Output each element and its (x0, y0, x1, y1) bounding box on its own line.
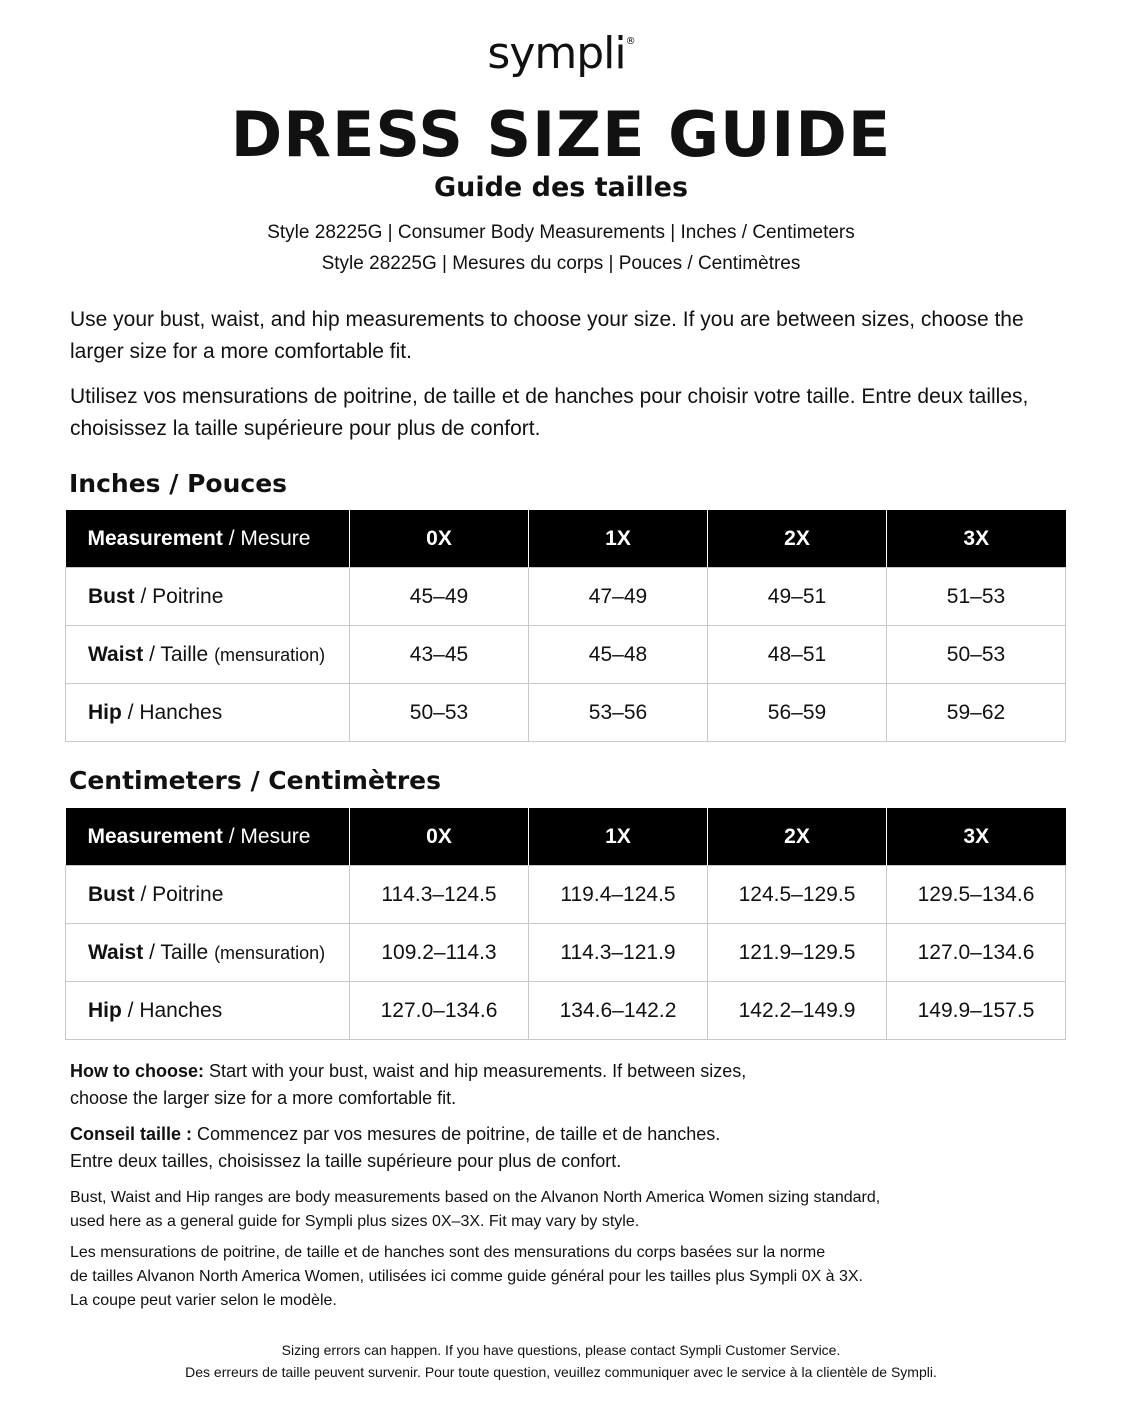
meta-line-en: Style 28225G | Consumer Body Measurements | Inches / Centimeters (267, 222, 855, 243)
table-cell: 134.6–142.2 (529, 982, 708, 1040)
table-cell: 114.3–121.9 (529, 924, 708, 982)
conseil-taille-label: Conseil taille : (70, 1124, 193, 1144)
table-cell: 127.0–134.6 (350, 982, 529, 1040)
fine-print-en (70, 1186, 1070, 1234)
table-row (66, 568, 1066, 626)
how-to-choose-note (70, 1058, 1070, 1112)
table-cell: 56–59 (708, 684, 887, 742)
fine-print-line: used here as a general guide for Sympli plus sizes 0X–3X. Fit may vary by style. (70, 1213, 640, 1230)
row-label-light: / Hanches (121, 998, 223, 1022)
fine-print-fr (70, 1241, 1070, 1313)
column-header-size: 3X (887, 510, 1066, 568)
table-cell: 50–53 (887, 626, 1066, 684)
column-header-size: 2X (708, 808, 887, 866)
footer-en: Sizing errors can happen. If you have questions, please contact Sympli Customer Service. (281, 1342, 841, 1358)
table-cell: 50–53 (350, 684, 529, 742)
conseil-taille-note (70, 1121, 1070, 1175)
row-label-bold: Hip (88, 998, 122, 1022)
fine-print-line: Les mensurations de poitrine, de taille et de hanches sont des mensurations du corps basées sur la norme (70, 1244, 826, 1261)
centimeters-size-table (65, 808, 1066, 1040)
table-row (66, 866, 1066, 924)
column-header-size: 2X (708, 510, 887, 568)
table-cell: 45–48 (529, 626, 708, 684)
table-cell: 49–51 (708, 568, 887, 626)
column-header-size: 3X (887, 808, 1066, 866)
conseil-taille-text: Entre deux tailles, choisissez la taille supérieure pour plus de confort. (70, 1151, 622, 1171)
brand-name: sympli (487, 28, 626, 79)
centimeters-heading: Centimeters / Centimètres (69, 766, 442, 795)
column-header-size: 1X (529, 808, 708, 866)
inches-size-table (65, 510, 1066, 742)
row-label-bold: Bust (88, 584, 135, 608)
measurement-label: Measurement (87, 824, 223, 848)
how-to-choose-text: Start with your bust, waist and hip measurements. If between sizes, (204, 1061, 747, 1081)
table-cell: 119.4–124.5 (529, 866, 708, 924)
fine-print-line: Bust, Waist and Hip ranges are body measurements based on the Alvanon North America Women sizing standard, (70, 1189, 881, 1206)
row-label-extra: (mensuration) (214, 942, 326, 963)
page-subtitle: Guide des tailles (433, 172, 689, 203)
column-header-measurement (66, 808, 350, 866)
conseil-taille-text: Commencez par vos mesures de poitrine, de taille et de hanches. (192, 1124, 721, 1144)
row-label-bold: Waist (88, 642, 144, 666)
intro-fr: Utilisez vos mensurations de poitrine, de taille et de hanches pour choisir votre taille. Entre deux tailles, choisissez la taille supérieure pour plus de confort. (70, 385, 1029, 440)
table-cell: 59–62 (887, 684, 1066, 742)
brand-logo (0, 28, 1122, 79)
mesure-label: / Mesure (222, 824, 311, 848)
inches-heading: Inches / Pouces (69, 469, 288, 498)
footer-fr: Des erreurs de taille peuvent survenir. Pour toute question, veuillez communiquer avec le service à la clientèle de Sympli. (185, 1364, 937, 1380)
column-header-size: 0X (350, 808, 529, 866)
row-label-extra: (mensuration) (214, 644, 326, 665)
row-label-bold: Waist (88, 940, 144, 964)
column-header-size: 1X (529, 510, 708, 568)
row-label-light: / Hanches (121, 700, 223, 724)
table-cell: 129.5–134.6 (887, 866, 1066, 924)
how-to-choose-label: How to choose: (70, 1061, 204, 1081)
row-label-bold: Hip (88, 700, 122, 724)
how-to-choose-text: choose the larger size for a more comfortable fit. (70, 1088, 457, 1108)
table-row (66, 924, 1066, 982)
fine-print-line: de tailles Alvanon North America Women, utilisées ici comme guide général pour les tailles plus Sympli 0X à 3X. (70, 1268, 863, 1285)
row-label (66, 568, 350, 626)
column-header-measurement (66, 510, 350, 568)
mesure-label: / Mesure (222, 526, 311, 550)
table-cell: 53–56 (529, 684, 708, 742)
row-label-light: / Taille (143, 940, 215, 964)
row-label (66, 866, 350, 924)
row-label-light: / Poitrine (134, 584, 224, 608)
table-cell: 124.5–129.5 (708, 866, 887, 924)
row-label (66, 626, 350, 684)
table-cell: 149.9–157.5 (887, 982, 1066, 1040)
table-cell: 43–45 (350, 626, 529, 684)
table-cell: 48–51 (708, 626, 887, 684)
table-row (66, 626, 1066, 684)
table-row (66, 684, 1066, 742)
table-cell: 51–53 (887, 568, 1066, 626)
table-cell: 45–49 (350, 568, 529, 626)
measurement-label: Measurement (87, 526, 223, 550)
table-cell: 121.9–129.5 (708, 924, 887, 982)
row-label (66, 924, 350, 982)
table-cell: 114.3–124.5 (350, 866, 529, 924)
table-header-row (66, 510, 1066, 568)
footer (0, 1339, 1122, 1383)
table-row (66, 982, 1066, 1040)
table-header-row (66, 808, 1066, 866)
table-cell: 142.2–149.9 (708, 982, 887, 1040)
row-label-light: / Poitrine (134, 882, 224, 906)
meta-line-fr: Style 28225G | Mesures du corps | Pouces / Centimètres (321, 253, 801, 274)
table-cell: 109.2–114.3 (350, 924, 529, 982)
row-label-light: / Taille (143, 642, 215, 666)
intro-en: Use your bust, waist, and hip measurements to choose your size. If you are between sizes, choose the larger size for a more comfortable fit. (70, 308, 1024, 363)
table-cell: 127.0–134.6 (887, 924, 1066, 982)
row-label (66, 684, 350, 742)
page-title: DRESS SIZE GUIDE (230, 98, 892, 171)
row-label (66, 982, 350, 1040)
registered-mark: ® (625, 36, 635, 47)
fine-print-line: La coupe peut varier selon le modèle. (70, 1292, 337, 1309)
column-header-size: 0X (350, 510, 529, 568)
row-label-bold: Bust (88, 882, 135, 906)
table-cell: 47–49 (529, 568, 708, 626)
